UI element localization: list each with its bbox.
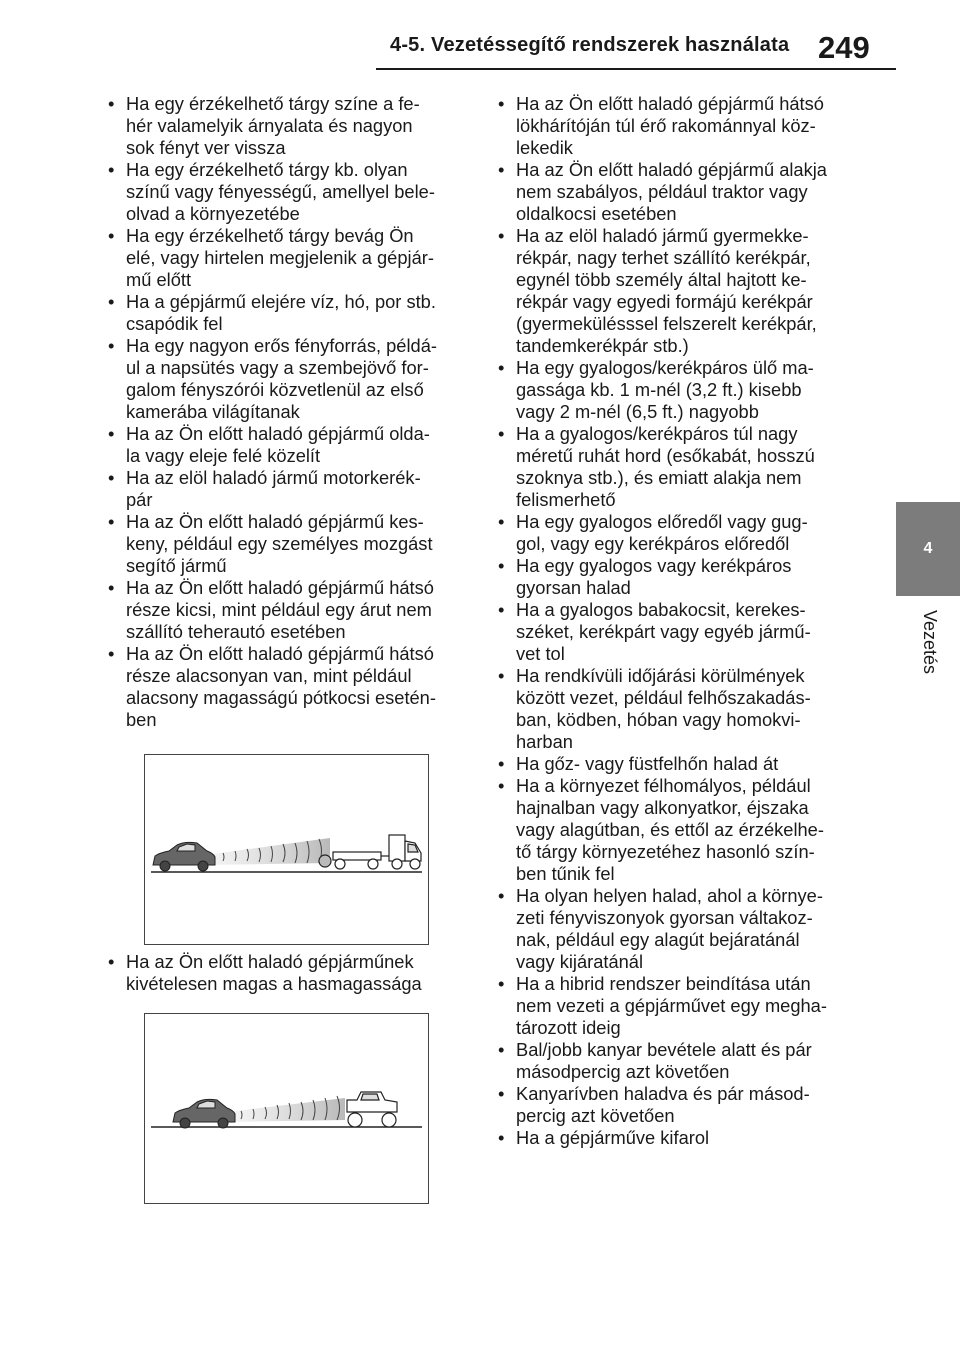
list-item-text-line: csapódik fel bbox=[126, 313, 223, 334]
list-item-text-line: nem vezeti a gépjárművet egy megha- bbox=[516, 995, 827, 1016]
list-item-text-line: egynél több személy által hajtott ke- bbox=[516, 269, 807, 290]
car-following-truck-with-trailer-icon bbox=[145, 755, 428, 944]
list-item-text-line: Ha az Ön előtt haladó gépjármű hátsó bbox=[126, 643, 434, 664]
list-item-text-line: ul a napsütés vagy a szembejövő for- bbox=[126, 357, 429, 378]
list-item bbox=[104, 159, 474, 225]
chapter-label-container bbox=[896, 610, 960, 700]
list-item bbox=[494, 93, 866, 159]
list-item-text-line: alacsony magasságú pótkocsi esetén- bbox=[126, 687, 436, 708]
list-item-text-line: vagy kijáratánál bbox=[516, 951, 644, 972]
list-item-text-line: kamerába világítanak bbox=[126, 401, 300, 422]
list-item-text-line: Ha az elöl haladó jármű gyermekke- bbox=[516, 225, 809, 246]
left-column bbox=[104, 93, 474, 731]
list-item-text-line: olvad a környezetébe bbox=[126, 203, 300, 224]
list-item-text-line: (gyermekülésssel felszerelt kerékpár, bbox=[516, 313, 817, 334]
list-item-text-line: Ha az Ön előtt haladó gépjármű hátsó bbox=[516, 93, 824, 114]
left-bullet-list bbox=[104, 93, 474, 731]
list-item-text-line: Ha gőz- vagy füstfelhőn halad át bbox=[516, 753, 779, 774]
list-item-text-line: Ha a hibrid rendszer beindítása után bbox=[516, 973, 811, 994]
list-item-text-line: Ha egy érzékelhető tárgy színe a fe- bbox=[126, 93, 420, 114]
list-item-text-line: segítő jármű bbox=[126, 555, 227, 576]
list-item-text-line: Ha a gépjármű elejére víz, hó, por stb. bbox=[126, 291, 436, 312]
chapter-number: 4 bbox=[923, 540, 933, 557]
list-item-text-line: felismerhető bbox=[516, 489, 616, 510]
list-item-text-line: széket, kerékpárt vagy egyéb jármű- bbox=[516, 621, 811, 642]
list-item bbox=[494, 973, 866, 1039]
list-item-text-line: Bal/jobb kanyar bevétele alatt és pár bbox=[516, 1039, 812, 1060]
list-item-text-line: Ha rendkívüli időjárási körülmények bbox=[516, 665, 805, 686]
list-item bbox=[104, 291, 474, 335]
list-item-text-line: percig azt követően bbox=[516, 1105, 675, 1126]
list-item-text-line: ben tűnik fel bbox=[516, 863, 615, 884]
list-item bbox=[104, 577, 474, 643]
figure-truck-trailer bbox=[144, 754, 429, 945]
list-item-text-line: része alacsonyan van, mint például bbox=[126, 665, 412, 686]
list-item-text-line: harban bbox=[516, 731, 573, 752]
list-item bbox=[494, 357, 866, 423]
left-column-lower bbox=[104, 951, 474, 995]
list-item-text-line: ben bbox=[126, 709, 157, 730]
list-item-text-line: Ha a gépjárműve kifarol bbox=[516, 1127, 710, 1148]
list-item-text-line: rékpár, nagy terhet szállító kerékpár, bbox=[516, 247, 811, 268]
list-item-text-line: gassága kb. 1 m-nél (3,2 ft.) kisebb bbox=[516, 379, 802, 400]
list-item bbox=[104, 93, 474, 159]
list-item-text-line: keny, például egy személyes mozgást bbox=[126, 533, 433, 554]
list-item-text-line: hér valamelyik árnyalata és nagyon bbox=[126, 115, 413, 136]
list-item bbox=[494, 753, 866, 775]
list-item bbox=[494, 225, 866, 357]
list-item-text-line: ban, ködben, hóban vagy homokvi- bbox=[516, 709, 801, 730]
list-item-text-line: Ha a gyalogos/kerékpáros túl nagy bbox=[516, 423, 798, 444]
left-bullet-list-lower bbox=[104, 951, 474, 995]
section-title: 4-5. Vezetéssegítő rendszerek használata bbox=[390, 34, 790, 56]
list-item bbox=[104, 335, 474, 423]
list-item-text-line: gyorsan halad bbox=[516, 577, 631, 598]
list-item bbox=[494, 511, 866, 555]
list-item-text-line: szoknya stb.), és emiatt alakja nem bbox=[516, 467, 802, 488]
list-item bbox=[494, 599, 866, 665]
list-item-text-line: oldalkocsi esetében bbox=[516, 203, 677, 224]
list-item-text-line: rékpár vagy egyedi formájú kerékpár bbox=[516, 291, 813, 312]
list-item bbox=[104, 511, 474, 577]
list-item-text-line: Ha a környezet félhomályos, például bbox=[516, 775, 811, 796]
list-item-text-line: méretű ruhát hord (esőkabát, hosszú bbox=[516, 445, 815, 466]
list-item-text-line: Ha egy gyalogos vagy kerékpáros bbox=[516, 555, 792, 576]
list-item bbox=[494, 159, 866, 225]
list-item-text-line: Ha egy nagyon erős fényforrás, példá- bbox=[126, 335, 437, 356]
list-item bbox=[104, 643, 474, 731]
list-item bbox=[104, 225, 474, 291]
list-item-text-line: Ha az Ön előtt haladó gépjárműnek bbox=[126, 951, 414, 972]
list-item-text-line: mű előtt bbox=[126, 269, 192, 290]
list-item bbox=[494, 1039, 866, 1083]
list-item-text-line: hajnalban vagy alkonyatkor, éjszaka bbox=[516, 797, 809, 818]
list-item bbox=[494, 1083, 866, 1127]
list-item-text-line: másodpercig azt követően bbox=[516, 1061, 730, 1082]
list-item-text-line: Ha a gyalogos babakocsit, kerekes- bbox=[516, 599, 806, 620]
list-item-text-line: nem szabályos, például traktor vagy bbox=[516, 181, 808, 202]
list-item-text-line: Ha egy gyalogos/kerékpáros ülő ma- bbox=[516, 357, 814, 378]
list-item-text-line: lökhárítóján túl érő rakománnyal köz- bbox=[516, 115, 816, 136]
list-item-text-line: része kicsi, mint például egy árut nem bbox=[126, 599, 432, 620]
list-item-text-line: tározott ideig bbox=[516, 1017, 621, 1038]
list-item-text-line: Kanyarívben haladva és pár másod- bbox=[516, 1083, 810, 1104]
list-item-text-line: Ha egy érzékelhető tárgy kb. olyan bbox=[126, 159, 408, 180]
list-item bbox=[494, 555, 866, 599]
list-item-text-line: la vagy eleje felé közelít bbox=[126, 445, 321, 466]
list-item bbox=[104, 423, 474, 467]
list-item-text-line: Ha az Ön előtt haladó gépjármű olda- bbox=[126, 423, 430, 444]
list-item-text-line: kivételesen magas a hasmagassága bbox=[126, 973, 422, 994]
list-item-text-line: között vezet, például felhőszakadás- bbox=[516, 687, 811, 708]
list-item-text-line: szállító teherautó esetében bbox=[126, 621, 346, 642]
list-item-text-line: nak, például egy alagút bejáratánál bbox=[516, 929, 800, 950]
list-item-text-line: pár bbox=[126, 489, 153, 510]
page-header bbox=[0, 0, 960, 80]
list-item-text-line: Ha az Ön előtt haladó gépjármű hátsó bbox=[126, 577, 434, 598]
figure-high-clearance bbox=[144, 1013, 429, 1204]
list-item-text-line: Ha egy érzékelhető tárgy bevág Ön bbox=[126, 225, 414, 246]
list-item bbox=[104, 467, 474, 511]
chapter-label: Vezetés bbox=[920, 610, 940, 675]
list-item bbox=[494, 775, 866, 885]
list-item-text-line: vagy alagútban, és ettől az érzékelhe- bbox=[516, 819, 824, 840]
list-item-text-line: elé, vagy hirtelen megjelenik a gépjár- bbox=[126, 247, 434, 268]
list-item-text-line: Ha olyan helyen halad, ahol a környe- bbox=[516, 885, 823, 906]
list-item-text-line: Ha egy gyalogos előredől vagy gug- bbox=[516, 511, 808, 532]
car-following-high-clearance-vehicle-icon bbox=[145, 1014, 428, 1203]
page-number: 249 bbox=[818, 30, 870, 65]
list-item bbox=[104, 951, 474, 995]
right-column bbox=[494, 93, 866, 1149]
list-item-text-line: tandemkerékpár stb.) bbox=[516, 335, 689, 356]
list-item-text-line: Ha az Ön előtt haladó gépjármű kes- bbox=[126, 511, 424, 532]
list-item-text-line: tő tárgy környezetéhez hasonló szín- bbox=[516, 841, 815, 862]
right-bullet-list bbox=[494, 93, 866, 1149]
list-item-text-line: vet tol bbox=[516, 643, 565, 664]
list-item bbox=[494, 423, 866, 511]
list-item-text-line: zeti fényviszonyok gyorsan váltakoz- bbox=[516, 907, 813, 928]
list-item-text-line: színű vagy fényességű, amellyel bele- bbox=[126, 181, 435, 202]
list-item-text-line: lekedik bbox=[516, 137, 573, 158]
list-item-text-line: galom fényszórói közvetlenül az első bbox=[126, 379, 424, 400]
list-item-text-line: Ha az Ön előtt haladó gépjármű alakja bbox=[516, 159, 827, 180]
list-item-text-line: gol, vagy egy kerékpáros előredől bbox=[516, 533, 790, 554]
list-item-text-line: sok fényt ver vissza bbox=[126, 137, 286, 158]
list-item-text-line: Ha az elöl haladó jármű motorkerék- bbox=[126, 467, 421, 488]
list-item bbox=[494, 885, 866, 973]
header-divider bbox=[376, 68, 896, 70]
chapter-tab bbox=[896, 502, 960, 596]
list-item bbox=[494, 1127, 866, 1149]
list-item bbox=[494, 665, 866, 753]
list-item-text-line: vagy 2 m-nél (6,5 ft.) nagyobb bbox=[516, 401, 759, 422]
